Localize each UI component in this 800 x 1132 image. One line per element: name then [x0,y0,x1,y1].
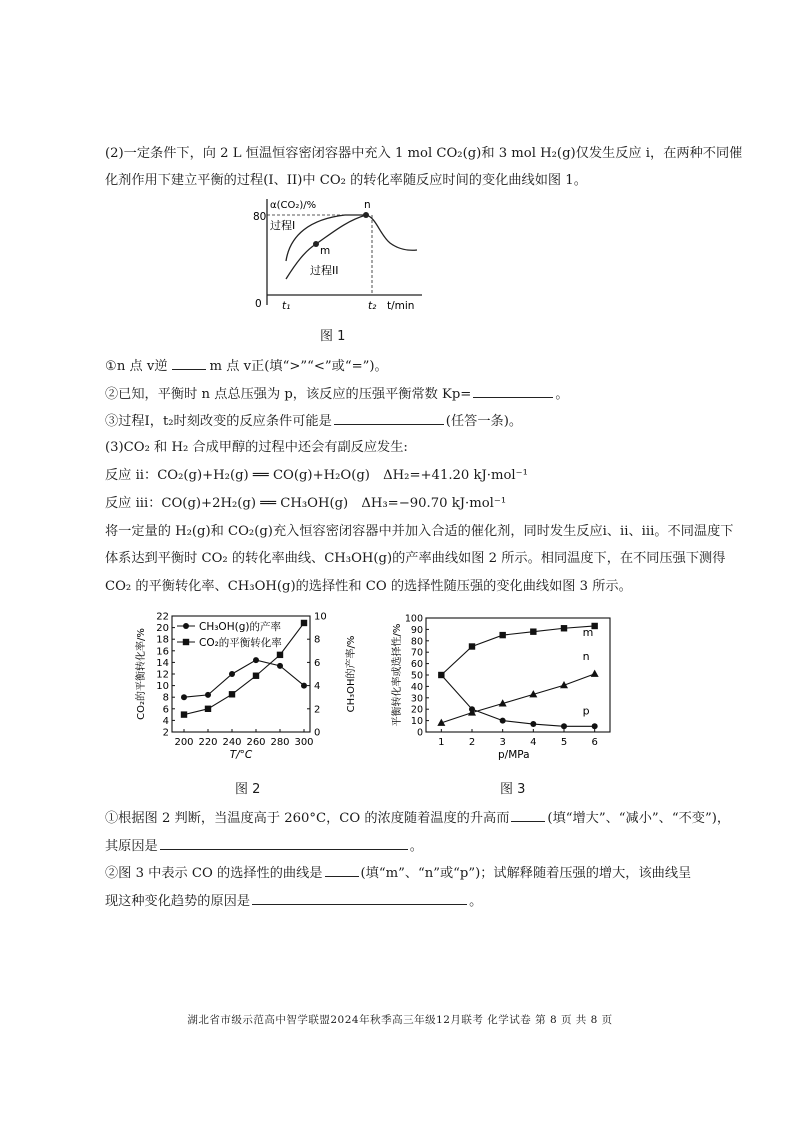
fig2-xtick-label: 260 [246,737,266,748]
fig2-ytick-left-label: 20 [156,623,169,635]
fig2-xtick-label: 220 [198,737,218,748]
fig2-point-0 [229,671,235,677]
fig3-ytick-label: 30 [410,693,423,705]
fig2-legend-label-0: CH₃OH(g)的产率 [199,621,281,633]
fig1-origin: 0 [255,298,262,310]
fig2-xtick-label: 280 [270,737,290,748]
figure-1 [250,195,440,320]
fig2-point-1 [253,673,259,679]
fig1-point-n [363,212,369,218]
fig2-ytick-left-label: 14 [156,657,169,669]
part2-intro-b: 化剂作用下建立平衡的过程(I、II)中 CO₂ 的转化率随反应时间的变化曲线如图 1。 [105,173,587,188]
fig1-caption: 图 1 [320,329,346,344]
fig3-ytick-label: 100 [404,613,423,625]
part3-q1-line1 [105,808,730,828]
fig3-point-m [499,632,505,638]
part2-q3-b: (任答一条)。 [445,414,523,429]
fig3-point-p [592,723,598,729]
fig2-ytick-right-label: 6 [314,657,321,669]
part3-desc-a: 将一定量的 H₂(g)和 CO₂(g)充入恒容密闭容器中并加入合适的催化剂，同时发生反应i、ii、iii。不同温度下 [105,524,734,539]
fig3-xlabel: p/MPa [498,749,530,761]
part3-rxn3: 反应 iii：CO(g)+2H₂(g) ══ CH₃OH(g) ΔH₃=−90.70 kJ·mol⁻¹ [105,496,507,511]
fig2-point-1 [277,652,283,658]
fig3-point-m [469,643,475,649]
fig2-ytick-left-label: 16 [156,646,169,658]
fig2-xtick-label: 200 [174,737,194,748]
fig2-point-0 [253,657,259,663]
part3-q1-reason-blank[interactable] [160,836,408,850]
fig3-ytick-label: 90 [410,624,423,636]
fig2-ylabel-left: CO₂的平衡转化率/% [136,628,147,720]
part3-intro: (3)CO₂ 和 H₂ 合成甲醇的过程中还会有副反应发生: [105,440,408,455]
fig2-xlabel: T/°C [229,749,253,761]
page-footer: 湖北省市级示范高中智学联盟2024年秋季高三年级12月联考 化学试卷 第 8 页 共 8 页 [187,1014,613,1026]
fig1-label-n: n [364,199,371,211]
part2-intro-a: (2)一定条件下，向 2 L 恒温恒容密闭容器中充入 1 mol CO₂(g)和 3 mol H₂(g)仅发生反应 i，在两种不同催 [105,146,743,161]
fig3-ytick-label: 20 [410,704,423,716]
fig2-point-1 [181,711,187,717]
fig2-point-0 [205,692,211,698]
part3-q1-blank[interactable] [511,808,545,822]
fig3-caption: 图 3 [500,782,526,797]
fig3-point-p [500,718,506,724]
part3-q2-line2 [105,891,482,911]
fig3-xtick-label: 2 [468,737,476,748]
fig1-ytick-80: 80 [253,211,267,223]
part2-q1-b: m 点 v正(填“>”“<”或“=”)。 [209,359,388,374]
part3-q1-line2 [105,836,423,856]
fig2-ytick-left-label: 10 [156,681,169,693]
fig3-xtick-label: 1 [438,737,445,748]
fig2-point-1 [301,620,307,626]
fig2-ytick-left-label: 6 [162,704,169,716]
fig3-point-p [561,723,567,729]
part3-rxn2: 反应 ii：CO₂(g)+H₂(g) ══ CO(g)+H₂O(g) ΔH₂=+41.20 kJ·mol⁻¹ [105,468,528,483]
part3-q1-d: 。 [409,839,423,854]
fig2-point-0 [277,663,283,669]
part3-q2-line1 [105,863,691,883]
fig3-point-n [591,670,599,677]
fig2-ytick-right-label: 2 [314,704,321,716]
fig3-ytick-label: 50 [410,670,423,682]
fig3-ytick-label: 10 [410,716,423,728]
fig3-series-line-n [441,674,594,723]
part2-q2-a: ②已知，平衡时 n 点总压强为 p，该反应的压强平衡常数 Kp= [105,387,472,402]
fig3-series-label-p: p [582,704,590,718]
fig1-x-t2: t₂ [368,300,377,312]
figure-3 [390,608,620,770]
part2-q3-a: ③过程I，t₂时刻改变的反应条件可能是 [105,414,332,429]
fig2-ytick-right-label: 0 [314,727,321,739]
fig2-ytick-left-label: 4 [162,715,169,727]
fig1-point-m [313,241,319,247]
fig3-ytick-label: 0 [416,727,423,739]
fig2-legend-label-1: CO₂的平衡转化率 [199,637,282,649]
part3-q1-b: (填“增大”、“减小”、“不变”)， [547,811,731,826]
part2-q2-blank[interactable] [473,384,553,398]
fig3-point-p [530,721,536,727]
part3-q1-c: 其原因是 [105,839,158,854]
fig2-ytick-right-label: 4 [314,681,321,693]
fig1-label-m: m [320,245,331,257]
part3-q2-b: (填“m”、“n”或“p”)；试解释随着压强的增大，该曲线呈 [360,866,692,881]
part2-q1-blank[interactable] [172,356,206,370]
fig1-label-proc1: 过程I [270,219,296,232]
fig2-legend-marker-0 [183,623,189,629]
fig3-series-line-m [441,626,594,675]
part3-desc-b: 体系达到平衡时 CO₂ 的转化率曲线、CH₃OH(g)的产率曲线如图 2 所示。相同温度下，在不同压强下测得 [105,551,726,566]
figure-2 [132,608,362,770]
fig3-ytick-label: 60 [410,659,423,671]
part2-q3 [105,411,522,431]
fig2-xtick-label: 300 [294,737,314,748]
fig2-ytick-left-label: 18 [156,634,169,646]
fig3-ytick-label: 80 [410,636,423,648]
fig1-x-t1: t₁ [282,300,291,312]
fig2-ytick-left-label: 22 [156,611,169,623]
fig3-ytick-label: 40 [410,681,423,693]
fig1-xlabel: t/min [387,300,415,312]
fig2-ytick-left-label: 12 [156,669,169,681]
fig2-ytick-left-label: 2 [162,727,169,739]
fig3-series-label-n: n [582,649,590,663]
fig1-ylabel: α(CO₂)/% [270,200,317,211]
part3-q2-blank[interactable] [325,863,359,877]
part2-q3-blank[interactable] [334,411,444,425]
part3-q2-a: ②图 3 中表示 CO 的选择性的曲线是 [105,866,323,881]
fig3-point-p [438,672,444,678]
part2-q2-b: 。 [555,387,569,402]
fig3-ylabel: 平衡转化率或选择性/% [392,623,403,727]
fig3-series-label-m: m [582,625,594,639]
part3-desc-c: CO₂ 的平衡转化率、CH₃OH(g)的选择性和 CO 的选择性随压强的变化曲线如图 3 所示。 [105,579,632,594]
fig2-point-1 [229,691,235,697]
fig3-ytick-label: 70 [410,647,423,659]
fig2-ytick-right-label: 8 [314,634,321,646]
fig3-xtick-label: 4 [530,737,537,748]
fig2-ytick-left-label: 8 [162,692,169,704]
part3-q2-c: 现这种变化趋势的原因是 [105,894,251,909]
fig2-series-line-0 [184,660,304,697]
fig3-point-m [561,625,567,631]
fig2-legend-marker-1 [183,639,189,645]
part2-q1-a: ①n 点 v逆 [105,359,168,374]
fig1-curve-after-t2 [366,215,417,250]
part3-q2-d: 。 [469,894,483,909]
part2-q2 [105,384,569,404]
fig1-label-proc2: 过程II [310,264,339,277]
fig3-xtick-label: 6 [591,737,598,748]
part3-q1-a: ①根据图 2 判断，当温度高于 260°C，CO 的浓度随着温度的升高而 [105,811,510,826]
fig2-xtick-label: 240 [222,737,242,748]
fig2-point-1 [205,706,211,712]
part3-q2-reason-blank[interactable] [252,891,467,905]
fig2-ytick-right-label: 10 [314,611,327,623]
fig3-point-m [530,628,536,634]
fig2-ylabel-right: CH₃OH的产率/% [346,635,357,713]
fig2-point-0 [301,683,307,689]
fig3-xtick-label: 5 [560,737,568,748]
fig3-xtick-label: 3 [499,737,506,748]
fig2-caption: 图 2 [235,782,261,797]
fig2-point-0 [181,694,187,700]
fig3-point-p [469,706,475,712]
part2-q1 [105,356,388,376]
